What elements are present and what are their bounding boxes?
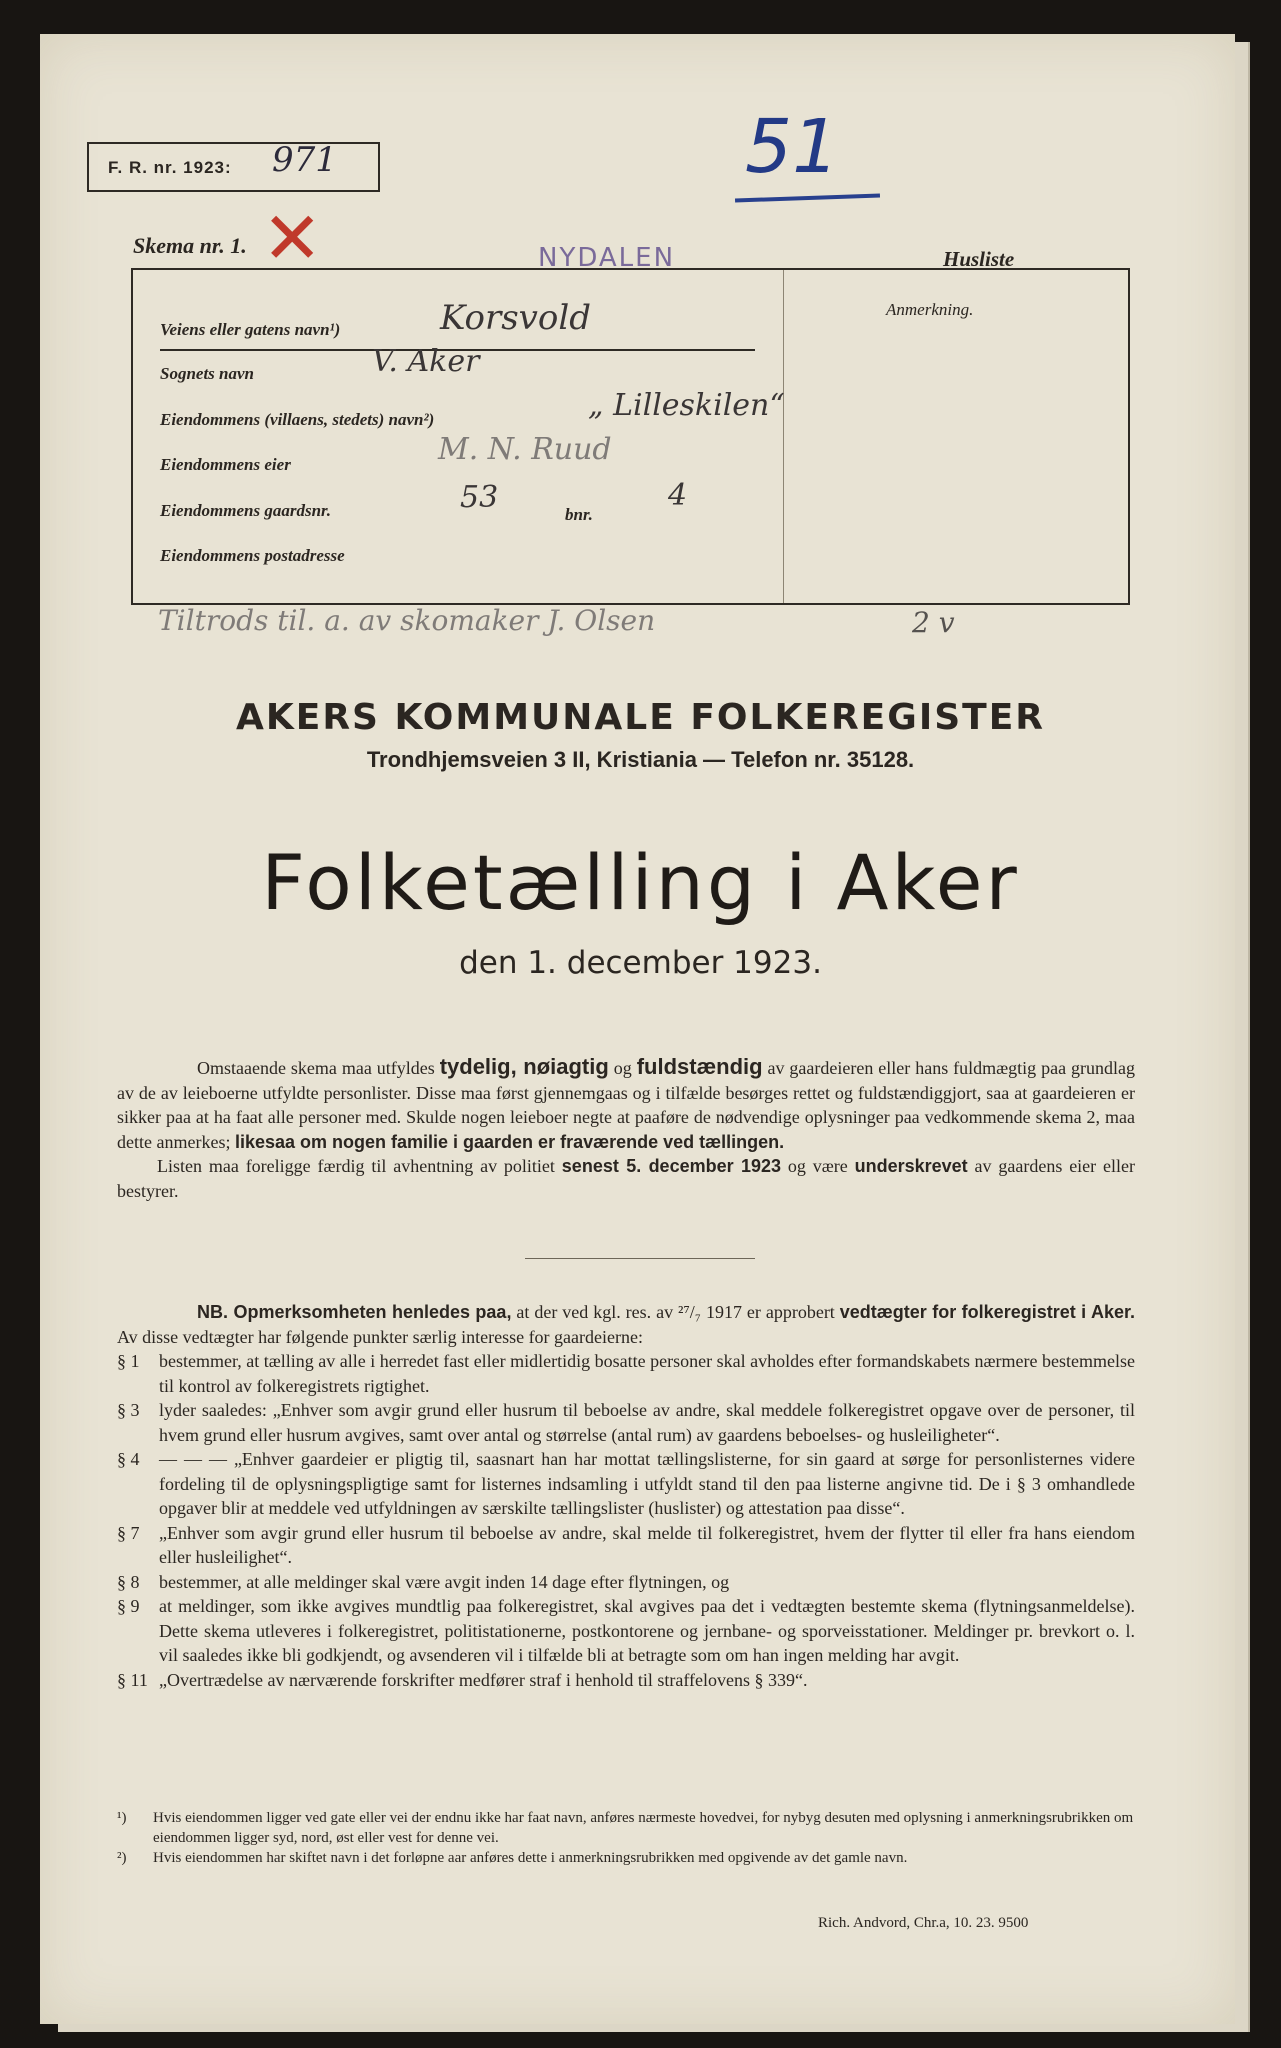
intro-p2-deadline: senest 5. december 1923 xyxy=(561,1156,782,1176)
field-value-street: Korsvold xyxy=(440,298,591,338)
section-text: — — — „Enhver gaardeier er pligtig til, saasnart han har mottat tællingslisterne, for sin gaard at sørge for personlisternes videre fordeling til de oplysningspligtige samt for listernes indsamling i utfyldt stand til den paa listerne angivne tid. De i § 3 omhandlede opgaver blir at meddele ved utfyldningen av særskilte tællingslister (huslister) og attestation paa disse“. xyxy=(159,1449,1135,1518)
intro-p1-emphasis-2: fuldstændig xyxy=(636,1054,763,1079)
fr-number-label: F. R. nr. 1923: xyxy=(108,158,232,177)
section-number: § 1 xyxy=(117,1351,140,1371)
husliste-label: Husliste xyxy=(943,247,1015,271)
footnotes xyxy=(117,1808,1135,1868)
intro-text xyxy=(117,1055,1135,1203)
intro-p1-emphasis-3: likesaa om nogen familie i gaarden er fraværende ved tællingen. xyxy=(234,1131,785,1152)
document-subtitle: den 1. december 1923. xyxy=(459,945,822,981)
handwritten-number: 51 xyxy=(745,104,840,190)
organization-name: AKERS KOMMUNALE FOLKEREGISTER xyxy=(235,697,1046,738)
section-text: lyder saaledes: „Enhver som avgir grund eller husrum til beboelse av andre, skal meddele folkeregistret opgave over de personer, til hvem grund eller husrum avgives, samt over antal og størrelse (antal rum) av gaardens beboelses- og husleiligheter“. xyxy=(159,1400,1135,1445)
section-4 xyxy=(117,1447,1135,1521)
section-text: „Overtrædelse av nærværende forskrifter medfører straf i henhold til straffelovens § 339“. xyxy=(159,1669,808,1690)
field-value-bnr: 4 xyxy=(668,478,688,513)
nb-lead: NB. Opmerksomheten henledes paa, xyxy=(197,1302,512,1322)
organization-address: Trondhjemsveien 3 II, Kristiania — Telefon nr. 35128. xyxy=(366,747,915,772)
section-number: § 11 xyxy=(117,1669,148,1690)
nb-d: Av disse vedtægter har følgende punkter særlig interesse for gaardeierne: xyxy=(117,1326,643,1347)
field-value-owner: M. N. Ruud xyxy=(438,432,612,467)
section-number: § 4 xyxy=(117,1449,140,1469)
red-cross-mark: ✕ xyxy=(262,196,323,280)
footnote-text: Hvis eiendommen har skiftet navn i det forløpne aar anføres dette i anmerkningsrubrikken med opgivende av det gamle navn. xyxy=(153,1850,908,1866)
nb-regulations: vedtægter for folkeregistret i Aker. xyxy=(839,1302,1135,1322)
field-label-street: Veiens eller gatens navn¹) xyxy=(160,320,341,339)
intro-p1-emphasis-1: tydelig, nøiagtig xyxy=(439,1054,609,1079)
nb-b: at der ved kgl. res. av ²⁷/₇ 1917 er approbert xyxy=(511,1302,840,1322)
intro-paragraph-1 xyxy=(117,1055,1135,1154)
footnote-number: ¹) xyxy=(117,1810,127,1826)
skema-number: Skema nr. 1. xyxy=(133,233,247,258)
section-number: § 8 xyxy=(117,1571,140,1592)
field-label-parish: Sognets navn xyxy=(160,364,254,383)
section-11 xyxy=(117,1668,1135,1693)
section-9 xyxy=(117,1594,1135,1668)
section-text: bestemmer, at tælling av alle i herredet fast eller midlertidig bosatte personer skal avholdes efter formandskabets nærmere bestemmelse til kontrol av folkeregistrets rigtighet. xyxy=(159,1351,1135,1396)
anmerkning-label: Anmerkning. xyxy=(886,300,974,319)
footnote-2 xyxy=(117,1848,1135,1868)
footnote-text: Hvis eiendommen ligger ved gate eller vei der endnu ikke har faat navn, anføres nærmeste hovedvei, for nybyg desuten med oplysning i anmerkningsrubrikken om eiendommen ligger syd, nord, øst eller vest for denne vei. xyxy=(153,1810,1134,1846)
footnote-number: ²) xyxy=(117,1850,127,1866)
section-8 xyxy=(117,1570,1135,1595)
intro-paragraph-2 xyxy=(117,1154,1135,1203)
regulations-text xyxy=(117,1300,1135,1692)
intro-p1-c: og xyxy=(608,1058,637,1078)
section-number: § 7 xyxy=(117,1522,140,1543)
footnote-1 xyxy=(117,1808,1135,1848)
field-value-parish: V. Aker xyxy=(372,344,480,379)
fr-number-value: 971 xyxy=(272,140,337,180)
nb-paragraph xyxy=(117,1300,1135,1349)
section-7 xyxy=(117,1521,1135,1570)
field-label-owner: Eiendommens eier xyxy=(160,455,291,474)
section-text: at meldinger, som ikke avgives mundtlig paa folkeregistret, skal avgives paa det i vedtægten bestemte skema (flytningsanmeldelse). Dette skema utleveres i folkeregistret, politistationerne, postkontorene og jernbane- og sporveisstationer. Meldinger pr. brevkort o. l. vil saaledes ikke bli godkjendt, og avsenderen vil i tilfælde bli at betragte som om han ingen melding har avgit. xyxy=(159,1596,1135,1665)
field-label-postal: Eiendommens postadresse xyxy=(160,546,345,565)
document-title: Folketælling i Aker xyxy=(261,838,1020,927)
field-label-bnr: bnr. xyxy=(565,505,593,524)
section-text: „Enhver som avgir grund eller husrum til beboelse av andre, skal melde til folkeregistret, hvem der flytter til eller fra hans eiendom eller husleilighet“. xyxy=(159,1522,1135,1567)
handwritten-note-below-box: Tiltrods til. a. av skomaker J. Olsen xyxy=(158,604,656,637)
intro-p2-c: og være xyxy=(781,1156,855,1176)
section-number: § 3 xyxy=(117,1400,140,1420)
box-divider xyxy=(783,270,784,603)
field-label-property-name: Eiendommens (villaens, stedets) navn²) xyxy=(160,410,435,429)
nydalen-stamp: NYDALEN xyxy=(538,243,676,273)
section-3 xyxy=(117,1398,1135,1447)
section-separator xyxy=(525,1258,755,1259)
section-text: bestemmer, at alle meldinger skal være avgit inden 14 dage efter flytningen, og xyxy=(159,1571,730,1592)
intro-p2-e: av gaardens eier eller bestyrer. xyxy=(117,1156,1136,1201)
field-label-gaardsnr: Eiendommens gaardsnr. xyxy=(160,501,331,520)
printer-imprint: Rich. Andvord, Chr.a, 10. 23. 9500 xyxy=(818,1915,1029,1931)
field-value-gaardsnr: 53 xyxy=(460,480,499,515)
section-1 xyxy=(117,1349,1135,1398)
section-number: § 9 xyxy=(117,1596,140,1616)
intro-p1-d: av gaardeieren eller hans fuldmægtig paa grundlag av de av leieboerne utfyldte personlister. Disse maa først gjennemgaas og i tilfælde besørges rettet og fuldstændiggjort, saa at gaardeieren er sikker paa at ha faat alle personer med. Skulde nogen leieboer negte at paaføre de nødvendige oplysninger paa vedkommende skema 2, maa dette anmerkes; xyxy=(117,1058,1136,1152)
handwritten-note-right: 2 v xyxy=(912,606,955,639)
intro-p1-a: Omstaaende skema maa utfyldes xyxy=(197,1058,440,1078)
intro-p2-signed: underskrevet xyxy=(854,1156,968,1176)
intro-p2-a: Listen maa foreligge færdig til avhentning av politiet xyxy=(157,1156,562,1176)
field-value-property-name: „ Lilleskilen“ xyxy=(588,388,785,423)
